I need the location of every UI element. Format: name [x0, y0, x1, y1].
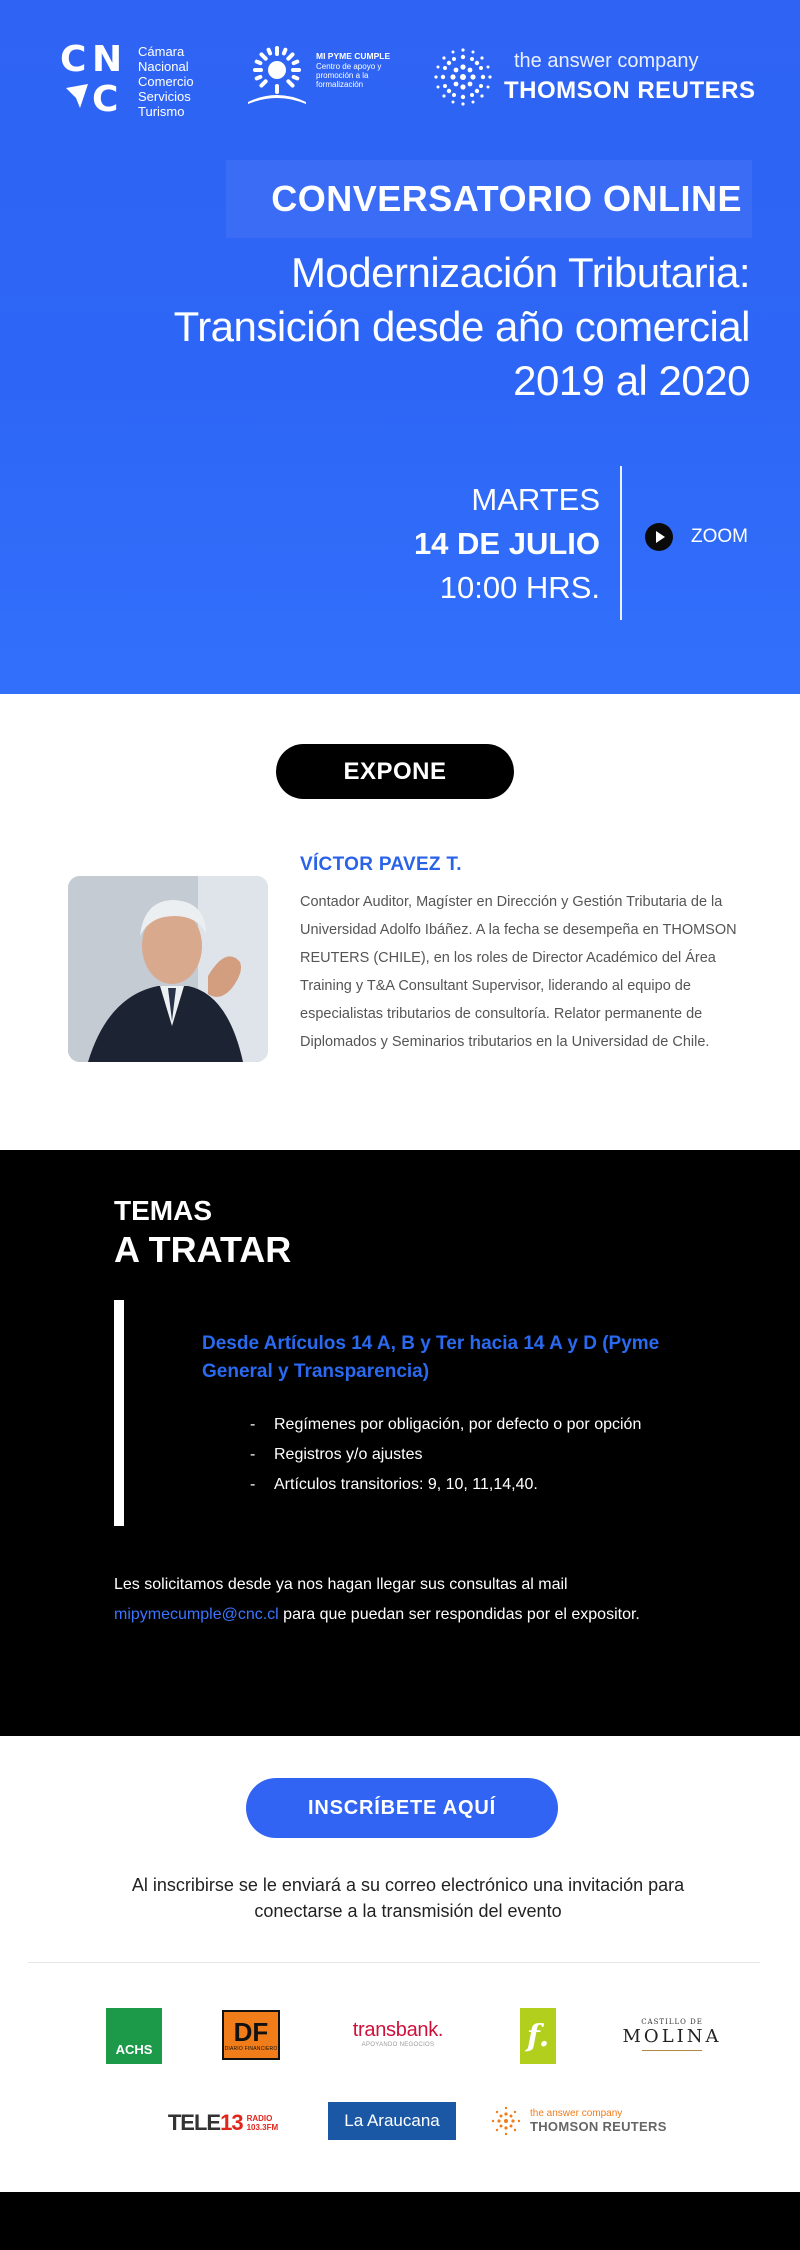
molina-logo-text: MOLINA	[622, 2025, 722, 2047]
registration-note: Al inscribirse se le enviará a su correo electrónico una invitación para conectarse a la transmisión del evento	[131, 1875, 685, 1921]
cnc-letter-c: C	[60, 39, 87, 80]
event-title-line: Transición desde año comercial	[173, 303, 750, 350]
topic-title: Desde Artículos 14 A, B y Ter hacia 14 A y D (Pyme General y Transparencia)	[202, 1333, 660, 1382]
tele13-radio-logo	[162, 2104, 284, 2142]
event-time: 10:00 HRS.	[439, 570, 600, 605]
la-araucana-logo-text: La Araucana	[344, 2111, 440, 2130]
thomson-reuters-sponsor-logo	[490, 2100, 680, 2142]
tele13-frequency: 103.3FM	[246, 2123, 279, 2132]
cnc-name-line: Cámara	[138, 43, 185, 59]
speaker-name: VÍCTOR PAVEZ T.	[300, 854, 462, 875]
cnc-logo-mark	[60, 39, 128, 120]
df-logo-subtext: DIARIO FINANCIERO	[224, 2046, 278, 2052]
platform-label: ZOOM	[691, 526, 748, 547]
transbank-logo-subtext: APOYANDO NEGOCIOS	[361, 2042, 435, 2048]
falabella-logo-text: f.	[526, 2018, 550, 2054]
cnc-letter-c-2: C	[92, 79, 119, 120]
la-araucana-logo	[328, 2102, 456, 2140]
event-type-label: CONVERSATORIO ONLINE	[271, 178, 742, 219]
mi-pyme-cumple-logo	[244, 42, 406, 108]
tele13-text: TELE	[167, 2110, 221, 2135]
thomson-reuters-name: THOMSON REUTERS	[504, 76, 756, 104]
topic-list	[250, 1410, 641, 1500]
tele13-radio-text: RADIO	[246, 2114, 273, 2123]
event-title-line: 2019 al 2020	[513, 357, 750, 404]
cnc-letter-n: N	[92, 39, 123, 80]
df-logo	[222, 2010, 280, 2060]
cnc-name	[138, 44, 194, 119]
event-date-label: 14 DE JULIO	[413, 526, 600, 561]
questions-note-text: Les solicitamos desde ya nos hagan llegar sus consultas al mail	[114, 1576, 568, 1593]
expone-label: EXPONE	[276, 744, 514, 799]
divider	[28, 1962, 760, 1963]
cnc-name-line: Turismo	[138, 103, 185, 119]
falabella-logo	[520, 2008, 556, 2064]
thomson-reuters-logo	[434, 48, 756, 106]
questions-note	[114, 1570, 714, 1630]
speaker-bio: Contador Auditor, Magíster en Dirección y Gestión Tributaria de la Universidad Adolfo Ibáñez. A la fecha se desempeña en THOMSON REUTERS (CHILE), en los roles de Director Académico del Área Training y T&A Consultant Supervisor, liderando al equipo de especialistas tributarios de consultoría. Relator permanente de Diplomados y Seminarios tributarios en la Universidad de Chile.	[300, 894, 737, 1050]
achs-logo	[106, 2008, 162, 2064]
event-date	[320, 478, 600, 610]
thomson-reuters-tagline: the answer company	[514, 49, 699, 72]
event-day: MARTES	[471, 482, 600, 517]
sun-icon	[244, 42, 310, 108]
platform-info	[645, 523, 748, 551]
date-divider	[620, 466, 622, 620]
topics-heading-line2: A TRATAR	[114, 1229, 292, 1270]
molina-logo-top: CASTILLO DE	[641, 2017, 703, 2026]
transbank-logo	[338, 2014, 458, 2054]
topic-item: - Regímenes por obligación, por defecto o por opción	[250, 1410, 641, 1440]
event-title	[110, 246, 750, 408]
topic-item: - Registros y/o ajustes	[250, 1440, 641, 1470]
transbank-logo-text: transbank.	[352, 2019, 444, 2041]
speaker-photo	[68, 876, 268, 1062]
thomson-reuters-sponsor-name: THOMSON REUTERS	[530, 2119, 667, 2134]
topics-accent-bar	[114, 1300, 124, 1526]
event-title-line: Modernización Tributaria:	[290, 249, 750, 296]
topics-section	[0, 1150, 800, 1736]
achs-logo-text: ACHS	[115, 2041, 153, 2057]
pyme-title: MI PYME CUMPLE	[316, 51, 391, 61]
cnc-name-line: Nacional	[138, 58, 189, 74]
thomson-reuters-sponsor-tagline: the answer company	[530, 2108, 623, 2119]
thomson-reuters-dots-icon	[434, 48, 492, 106]
df-logo-text: DF	[233, 2017, 269, 2047]
cnc-name-line: Comercio	[138, 73, 194, 89]
castillo-de-molina-logo	[612, 2012, 732, 2056]
contact-email-link[interactable]: mipymecumple@cnc.cl	[114, 1606, 279, 1623]
event-type-badge	[226, 160, 752, 238]
tele13-number: 13	[220, 2110, 243, 2135]
play-icon	[645, 523, 673, 551]
hero-banner	[0, 0, 800, 694]
speaker-portrait-icon	[68, 876, 268, 1062]
pyme-subtitle: Centro de apoyo y promoción a la formalización	[316, 62, 382, 89]
footer-bar	[0, 2192, 800, 2250]
topic-item: - Artículos transitorios: 9, 10, 11,14,40.	[250, 1470, 641, 1500]
cnc-arrow-icon	[62, 82, 92, 112]
cnc-name-line: Servicios	[138, 88, 191, 104]
thomson-reuters-sponsor-dots-icon	[490, 2105, 522, 2137]
molina-logo-line	[642, 2050, 702, 2051]
cnc-logo	[60, 39, 194, 120]
topics-heading-line1: TEMAS	[114, 1195, 212, 1226]
questions-note-text-end: para que puedan ser respondidas por el expositor.	[278, 1606, 640, 1623]
register-button[interactable]: INSCRÍBETE AQUÍ	[246, 1778, 558, 1838]
